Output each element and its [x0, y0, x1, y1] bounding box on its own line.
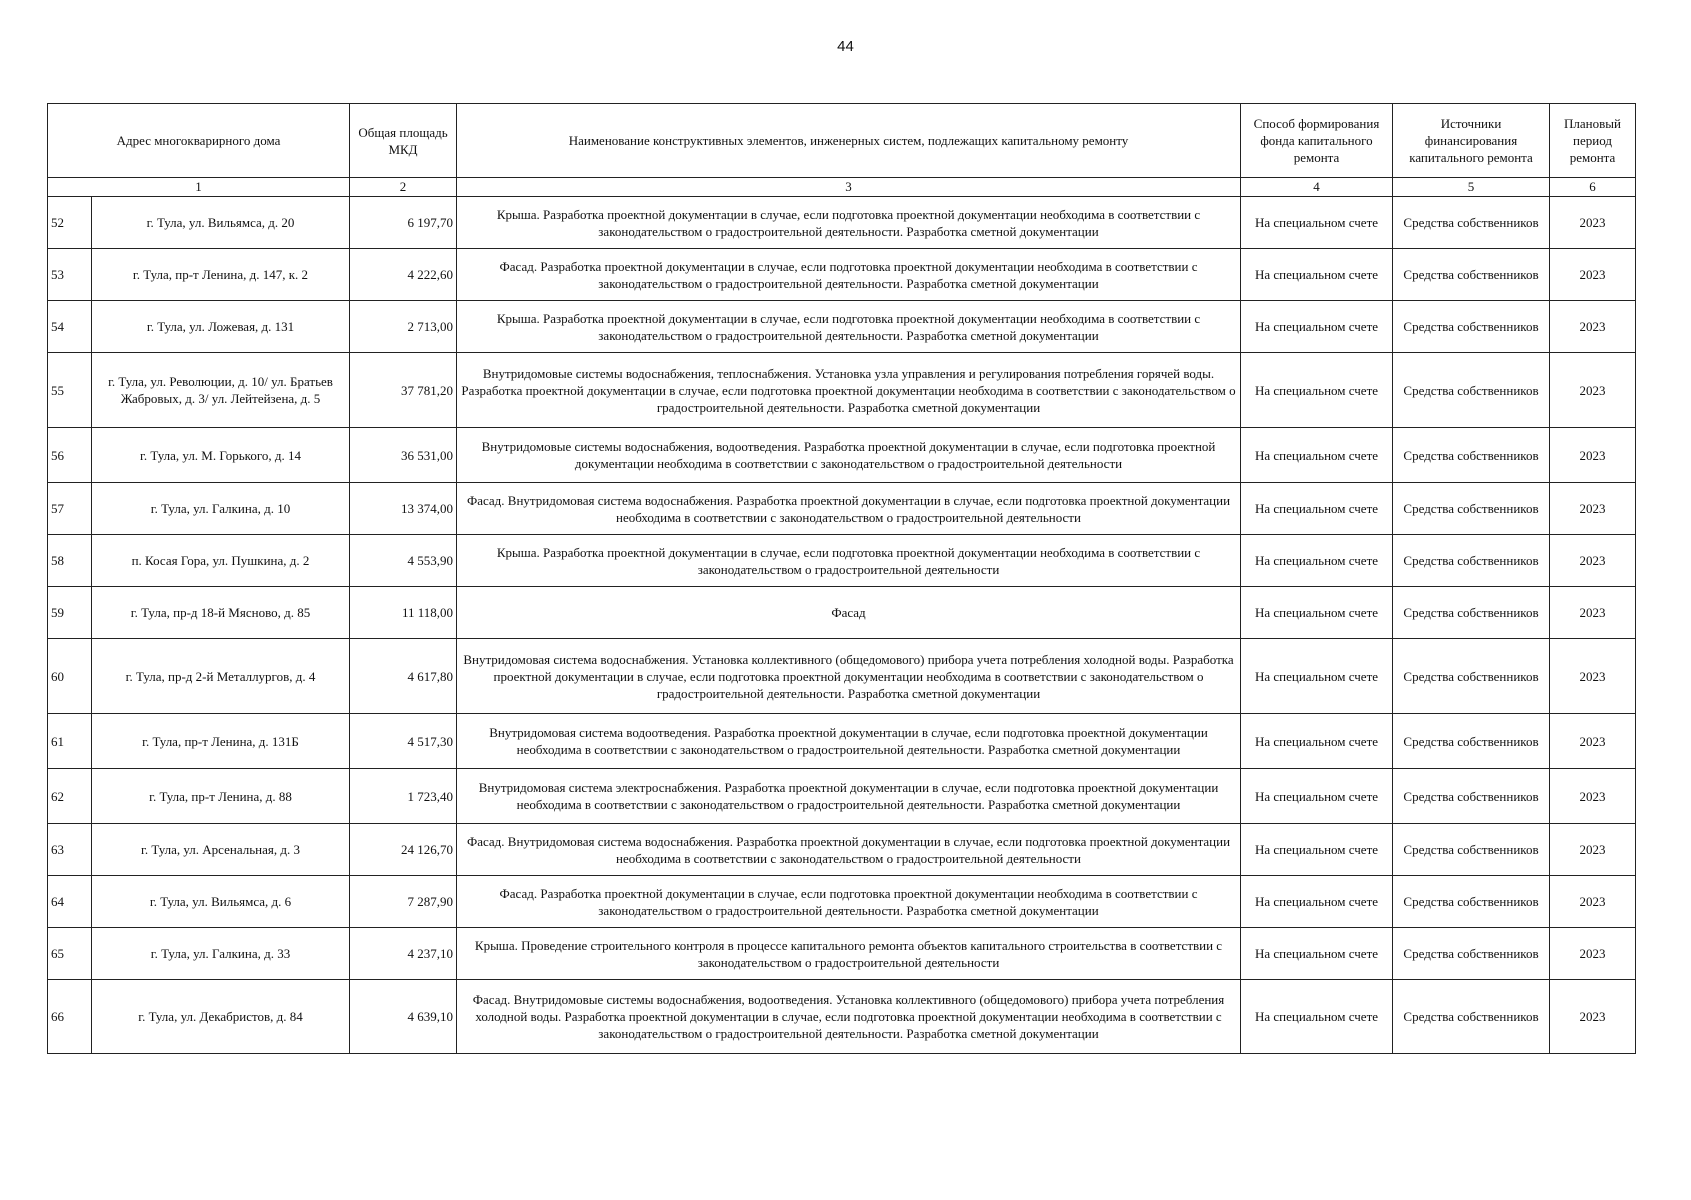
- row-number: 55: [48, 353, 92, 428]
- row-number: 60: [48, 639, 92, 714]
- table-row: [48, 769, 1636, 824]
- row-area: 4 517,30: [350, 714, 457, 769]
- header-elements: Наименование конструктивных элементов, инженерных систем, подлежащих капитальному ремонту: [457, 104, 1241, 178]
- repair-register-table: [47, 103, 1636, 1054]
- row-period: 2023: [1550, 197, 1636, 249]
- table-row: [48, 980, 1636, 1054]
- row-description: Крыша. Разработка проектной документации в случае, если подготовка проектной документации необходима в соответствии с законодательством о градостроительной деятельности. Разработка сметной документации: [457, 301, 1241, 353]
- table-body: [48, 197, 1636, 1054]
- row-number: 66: [48, 980, 92, 1054]
- row-period: 2023: [1550, 876, 1636, 928]
- row-description: Крыша. Разработка проектной документации в случае, если подготовка проектной документации необходима в соответствии с законодательством о градостроительной деятельности: [457, 535, 1241, 587]
- row-period: 2023: [1550, 428, 1636, 483]
- row-number: 54: [48, 301, 92, 353]
- row-description: Внутридомовая система водоотведения. Разработка проектной документации в случае, если подготовка проектной документации необходима в соответствии с законодательством о градостроительной деятельности. Разработка сметной документации: [457, 714, 1241, 769]
- row-fund-method: На специальном счете: [1241, 876, 1393, 928]
- column-number: 2: [350, 178, 457, 197]
- row-description: Внутридомовая система водоснабжения. Установка коллективного (общедомового) прибора учета потребления холодной воды. Разработка проектной документации в случае, если подготовка проектной документации необходима в соответствии с законодательством о градостроительной деятельности. Разработка сметной документации: [457, 639, 1241, 714]
- table-row: [48, 197, 1636, 249]
- table-row: [48, 428, 1636, 483]
- row-area: 24 126,70: [350, 824, 457, 876]
- row-fund-method: На специальном счете: [1241, 928, 1393, 980]
- row-area: 11 118,00: [350, 587, 457, 639]
- row-fund-method: На специальном счете: [1241, 535, 1393, 587]
- row-address: г. Тула, ул. Ложевая, д. 131: [92, 301, 350, 353]
- column-number: 5: [1393, 178, 1550, 197]
- row-address: г. Тула, ул. Вильямса, д. 6: [92, 876, 350, 928]
- row-number: 62: [48, 769, 92, 824]
- row-fund-method: На специальном счете: [1241, 428, 1393, 483]
- table-row: [48, 639, 1636, 714]
- column-number: 4: [1241, 178, 1393, 197]
- row-fund-method: На специальном счете: [1241, 353, 1393, 428]
- row-number: 61: [48, 714, 92, 769]
- table-row: [48, 587, 1636, 639]
- row-fund-method: На специальном счете: [1241, 483, 1393, 535]
- row-period: 2023: [1550, 980, 1636, 1054]
- row-period: 2023: [1550, 714, 1636, 769]
- row-period: 2023: [1550, 483, 1636, 535]
- row-fund-method: На специальном счете: [1241, 714, 1393, 769]
- header-area: Общая площадь МКД: [350, 104, 457, 178]
- row-period: 2023: [1550, 301, 1636, 353]
- row-number: 64: [48, 876, 92, 928]
- row-area: 4 222,60: [350, 249, 457, 301]
- row-description: Фасад. Разработка проектной документации в случае, если подготовка проектной документации необходима в соответствии с законодательством о градостроительной деятельности. Разработка сметной документации: [457, 249, 1241, 301]
- row-period: 2023: [1550, 587, 1636, 639]
- row-funding-source: Средства собственников: [1393, 769, 1550, 824]
- column-number: 3: [457, 178, 1241, 197]
- row-number: 65: [48, 928, 92, 980]
- row-area: 4 639,10: [350, 980, 457, 1054]
- row-funding-source: Средства собственников: [1393, 535, 1550, 587]
- row-funding-source: Средства собственников: [1393, 301, 1550, 353]
- header-address: Адрес многокварирного дома: [48, 104, 350, 178]
- row-address: г. Тула, пр-т Ленина, д. 147, к. 2: [92, 249, 350, 301]
- row-description: Крыша. Разработка проектной документации в случае, если подготовка проектной документации необходима в соответствии с законодательством о градостроительной деятельности. Разработка сметной документации: [457, 197, 1241, 249]
- row-address: г. Тула, ул. Арсенальная, д. 3: [92, 824, 350, 876]
- row-fund-method: На специальном счете: [1241, 249, 1393, 301]
- row-number: 52: [48, 197, 92, 249]
- header-fund-method: Способ формирования фонда капитального ремонта: [1241, 104, 1393, 178]
- table-row: [48, 301, 1636, 353]
- row-address: г. Тула, ул. Революции, д. 10/ ул. Братьев Жабровых, д. 3/ ул. Лейтейзена, д. 5: [92, 353, 350, 428]
- table-row: [48, 249, 1636, 301]
- row-area: 36 531,00: [350, 428, 457, 483]
- row-fund-method: На специальном счете: [1241, 197, 1393, 249]
- row-fund-method: На специальном счете: [1241, 587, 1393, 639]
- table-row: [48, 824, 1636, 876]
- table-row: [48, 483, 1636, 535]
- row-number: 53: [48, 249, 92, 301]
- row-area: 2 713,00: [350, 301, 457, 353]
- column-numbers-row: [48, 178, 1636, 197]
- row-area: 1 723,40: [350, 769, 457, 824]
- row-funding-source: Средства собственников: [1393, 483, 1550, 535]
- row-number: 56: [48, 428, 92, 483]
- table-header: [48, 104, 1636, 197]
- row-number: 63: [48, 824, 92, 876]
- row-description: Фасад. Внутридомовая система водоснабжения. Разработка проектной документации в случае, если подготовка проектной документации необходима в соответствии с законодательством о градостроительной деятельности: [457, 824, 1241, 876]
- row-address: г. Тула, пр-т Ленина, д. 131Б: [92, 714, 350, 769]
- row-address: г. Тула, пр-д 18-й Мясново, д. 85: [92, 587, 350, 639]
- table-row: [48, 535, 1636, 587]
- page-number: 44: [837, 38, 854, 55]
- row-area: 4 553,90: [350, 535, 457, 587]
- table-row: [48, 876, 1636, 928]
- row-description: Крыша. Проведение строительного контроля в процессе капитального ремонта объектов капитального строительства в соответствии с законодательством о градостроительной деятельности: [457, 928, 1241, 980]
- row-funding-source: Средства собственников: [1393, 353, 1550, 428]
- row-period: 2023: [1550, 769, 1636, 824]
- row-area: 7 287,90: [350, 876, 457, 928]
- row-period: 2023: [1550, 824, 1636, 876]
- row-fund-method: На специальном счете: [1241, 301, 1393, 353]
- table-row: [48, 714, 1636, 769]
- row-description: Фасад. Разработка проектной документации в случае, если подготовка проектной документации необходима в соответствии с законодательством о градостроительной деятельности. Разработка сметной документации: [457, 876, 1241, 928]
- table-row: [48, 928, 1636, 980]
- row-period: 2023: [1550, 353, 1636, 428]
- column-number: 1: [48, 178, 350, 197]
- row-fund-method: На специальном счете: [1241, 824, 1393, 876]
- row-address: п. Косая Гора, ул. Пушкина, д. 2: [92, 535, 350, 587]
- row-description: Фасад. Внутридомовые системы водоснабжения, водоотведения. Установка коллективного (общедомового) прибора учета потребления холодной воды. Разработка проектной документации в случае, если подготовка проектной документации необходима в соответствии с законодательством о градостроительной деятельности. Разработка сметной документации: [457, 980, 1241, 1054]
- row-description: Внутридомовая система электроснабжения. Разработка проектной документации в случае, если подготовка проектной документации необходима в соответствии с законодательством о градостроительной деятельности. Разработка сметной документации: [457, 769, 1241, 824]
- row-fund-method: На специальном счете: [1241, 769, 1393, 824]
- row-area: 13 374,00: [350, 483, 457, 535]
- row-area: 4 237,10: [350, 928, 457, 980]
- column-number: 6: [1550, 178, 1636, 197]
- row-funding-source: Средства собственников: [1393, 249, 1550, 301]
- row-description: Внутридомовые системы водоснабжения, теплоснабжения. Установка узла управления и регулирования потребления горячей воды. Разработка проектной документации в случае, если подготовка проектной документации необходима в соответствии с законодательством о градостроительной деятельности. Разработка сметной документации: [457, 353, 1241, 428]
- row-area: 37 781,20: [350, 353, 457, 428]
- row-address: г. Тула, ул. Галкина, д. 10: [92, 483, 350, 535]
- row-address: г. Тула, ул. М. Горького, д. 14: [92, 428, 350, 483]
- row-number: 59: [48, 587, 92, 639]
- row-address: г. Тула, ул. Вильямса, д. 20: [92, 197, 350, 249]
- row-description: Фасад: [457, 587, 1241, 639]
- table-row: [48, 353, 1636, 428]
- row-funding-source: Средства собственников: [1393, 428, 1550, 483]
- row-funding-source: Средства собственников: [1393, 197, 1550, 249]
- row-funding-source: Средства собственников: [1393, 980, 1550, 1054]
- row-funding-source: Средства собственников: [1393, 639, 1550, 714]
- row-period: 2023: [1550, 249, 1636, 301]
- row-funding-source: Средства собственников: [1393, 587, 1550, 639]
- row-address: г. Тула, пр-д 2-й Металлургов, д. 4: [92, 639, 350, 714]
- row-area: 4 617,80: [350, 639, 457, 714]
- row-address: г. Тула, ул. Декабристов, д. 84: [92, 980, 350, 1054]
- row-number: 58: [48, 535, 92, 587]
- row-period: 2023: [1550, 928, 1636, 980]
- row-funding-source: Средства собственников: [1393, 824, 1550, 876]
- row-area: 6 197,70: [350, 197, 457, 249]
- row-description: Внутридомовые системы водоснабжения, водоотведения. Разработка проектной документации в случае, если подготовка проектной документации необходима в соответствии с законодательством о градостроительной деятельности: [457, 428, 1241, 483]
- row-period: 2023: [1550, 639, 1636, 714]
- row-funding-source: Средства собственников: [1393, 876, 1550, 928]
- row-number: 57: [48, 483, 92, 535]
- row-funding-source: Средства собственников: [1393, 714, 1550, 769]
- row-description: Фасад. Внутридомовая система водоснабжения. Разработка проектной документации в случае, если подготовка проектной документации необходима в соответствии с законодательством о градостроительной деятельности: [457, 483, 1241, 535]
- row-period: 2023: [1550, 535, 1636, 587]
- row-funding-source: Средства собственников: [1393, 928, 1550, 980]
- header-period: Плановый период ремонта: [1550, 104, 1636, 178]
- row-fund-method: На специальном счете: [1241, 980, 1393, 1054]
- row-address: г. Тула, ул. Галкина, д. 33: [92, 928, 350, 980]
- row-fund-method: На специальном счете: [1241, 639, 1393, 714]
- row-address: г. Тула, пр-т Ленина, д. 88: [92, 769, 350, 824]
- header-sources: Источники финансирования капитального ремонта: [1393, 104, 1550, 178]
